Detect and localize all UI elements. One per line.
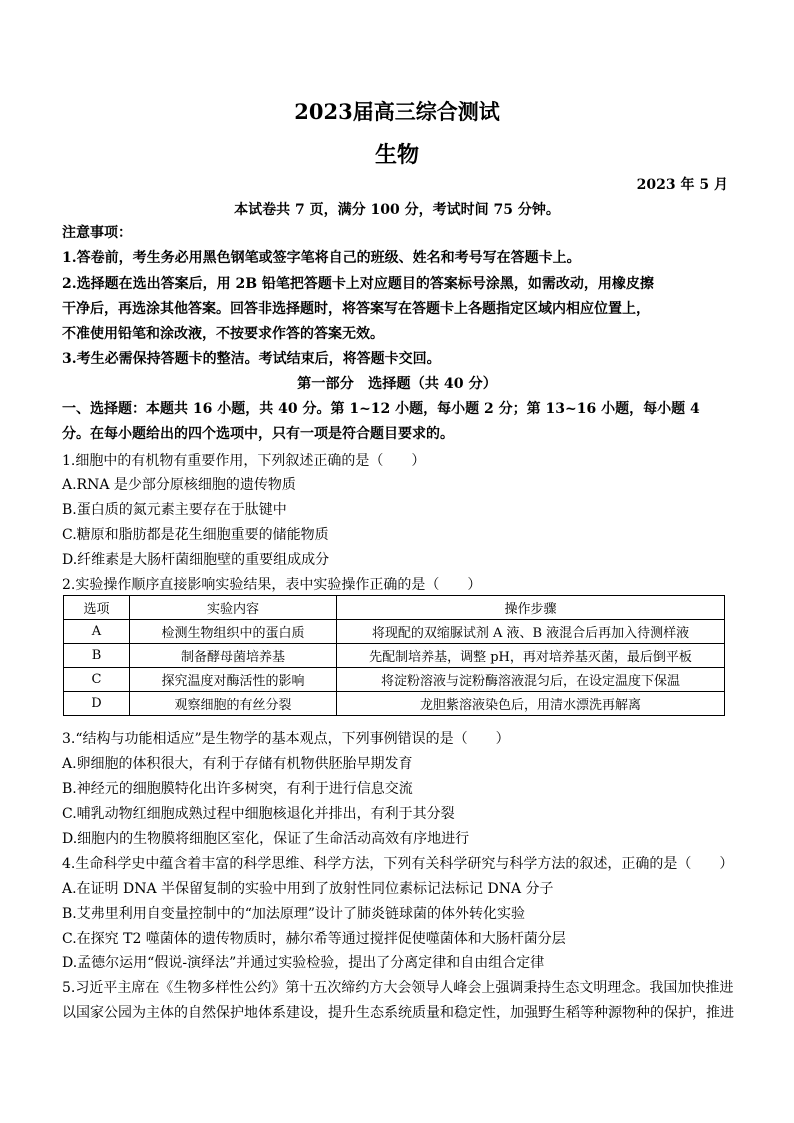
table-cell: 先配制培养基，调整 pH，再对培养基灭菌，最后倒平板 <box>337 644 725 668</box>
table-cell: 观察细胞的有丝分裂 <box>130 692 337 716</box>
q5-line: 以国家公园为主体的自然保护地体系建设，提升生态系统质量和稳定性，加强野生稻等种源物种的保护，推进 <box>62 1005 734 1021</box>
notes-heading: 注意事项： <box>62 225 132 241</box>
table-cell: 龙胆紫溶液染色后，用清水漂洗再解离 <box>337 692 725 716</box>
table-cell: 将淀粉溶液与淀粉酶溶液混匀后，在设定温度下保温 <box>337 668 725 692</box>
q3-option-a: A.卵细胞的体积很大，有利于存储有机物供胚胎早期发育 <box>62 756 413 772</box>
table-row <box>64 620 725 644</box>
q1-option-b: B.蛋白质的氮元素主要存在于肽键中 <box>62 502 287 518</box>
part1-heading: 第一部分 选择题（共 40 分） <box>297 376 497 392</box>
table-cell: 制备酵母菌培养基 <box>130 644 337 668</box>
q3-option-c: C.哺乳动物红细胞成熟过程中细胞核退化并排出，有利于其分裂 <box>62 806 455 822</box>
table-header-cell: 操作步骤 <box>337 596 725 620</box>
exam-subject: 生物 <box>374 142 419 168</box>
q1-option-c: C.糖原和脂肪都是花生细胞重要的储能物质 <box>62 527 329 543</box>
notes-line: 1.答卷前，考生务必用黑色钢笔或签字笔将自己的班级、姓名和考号写在答题卡上。 <box>62 250 581 266</box>
table-cell: D <box>64 692 130 716</box>
table-cell: 将现配的双缩脲试剂 A 液、B 液混合后再加入待测样液 <box>337 620 725 644</box>
q5-line: 5.习近平主席在《生物多样性公约》第十五次缔约方大会领导人峰会上强调秉持生态文明理念。我国加快推进 <box>62 980 734 996</box>
notes-line: 3.考生必需保持答题卡的整洁。考试结束后，将答题卡交回。 <box>62 351 441 367</box>
q4-option-d: D.孟德尔运用“假说-演绎法”并通过实验检验，提出了分离定律和自由组合定律 <box>62 955 545 971</box>
q3-option-d: D.细胞内的生物膜将细胞区室化，保证了生命活动高效有序地进行 <box>62 831 470 847</box>
table-header-cell: 实验内容 <box>130 596 337 620</box>
notes-line: 不准使用铅笔和涂改液，不按要求作答的答案无效。 <box>62 326 384 342</box>
table-cell: 检测生物组织中的蛋白质 <box>130 620 337 644</box>
notes-line: 干净后，再选涂其他答案。回答非选择题时，将答案写在答题卡上各题指定区域内相应位置上， <box>62 301 650 317</box>
table-cell: A <box>64 620 130 644</box>
q4-option-b: B.艾弗里利用自变量控制中的“加法原理”设计了肺炎链球菌的体外转化实验 <box>62 906 526 922</box>
q1-option-a: A.RNA 是少部分原核细胞的遗传物质 <box>62 477 296 493</box>
part1-intro: 分。在每小题给出的四个选项中，只有一项是符合题目要求的。 <box>62 426 454 442</box>
table-row <box>64 644 725 668</box>
table-row <box>64 692 725 716</box>
q2-stem: 2.实验操作顺序直接影响实验结果，表中实验操作正确的是（ ） <box>62 577 482 593</box>
exam-title: 2023届高三综合测试 <box>294 99 500 124</box>
notes-line: 2.选择题在选出答案后，用 2B 铅笔把答题卡上对应题目的答案标号涂黑，如需改动，用橡皮擦 <box>62 276 654 292</box>
q4-stem: 4.生命科学史中蕴含着丰富的科学思维、科学方法，下列有关科学研究与科学方法的叙述，正确的是（ ） <box>62 856 734 872</box>
table-cell: 探究温度对酶活性的影响 <box>130 668 337 692</box>
table-header-cell: 选项 <box>64 596 130 620</box>
q2-table <box>63 595 725 716</box>
table-cell: B <box>64 644 130 668</box>
exam-info: 本试卷共 7 页，满分 100 分，考试时间 75 分钟。 <box>234 202 560 218</box>
q4-option-a: A.在证明 DNA 半保留复制的实验中用到了放射性同位素标记法标记 DNA 分子 <box>62 881 554 897</box>
table-cell: C <box>64 668 130 692</box>
q1-option-d: D.纤维素是大肠杆菌细胞壁的重要组成成分 <box>62 552 330 568</box>
q3-stem: 3.“结构与功能相适应”是生物学的基本观点，下列事例错误的是（ ） <box>62 731 510 747</box>
table-header-row <box>64 596 725 620</box>
q1-stem: 1.细胞中的有机物有重要作用，下列叙述正确的是（ ） <box>62 453 426 469</box>
q4-option-c: C.在探究 T2 噬菌体的遗传物质时，赫尔希等通过搅拌促使噬菌体和大肠杆菌分层 <box>62 931 566 947</box>
exam-date: 2023 年 5 月 <box>636 177 728 193</box>
table-row <box>64 668 725 692</box>
q3-option-b: B.神经元的细胞膜特化出许多树突，有利于进行信息交流 <box>62 781 413 797</box>
part1-intro: 一、选择题：本题共 16 小题，共 40 分。第 1~12 小题，每小题 2 分；第 13~16 小题，每小题 4 <box>62 401 700 417</box>
